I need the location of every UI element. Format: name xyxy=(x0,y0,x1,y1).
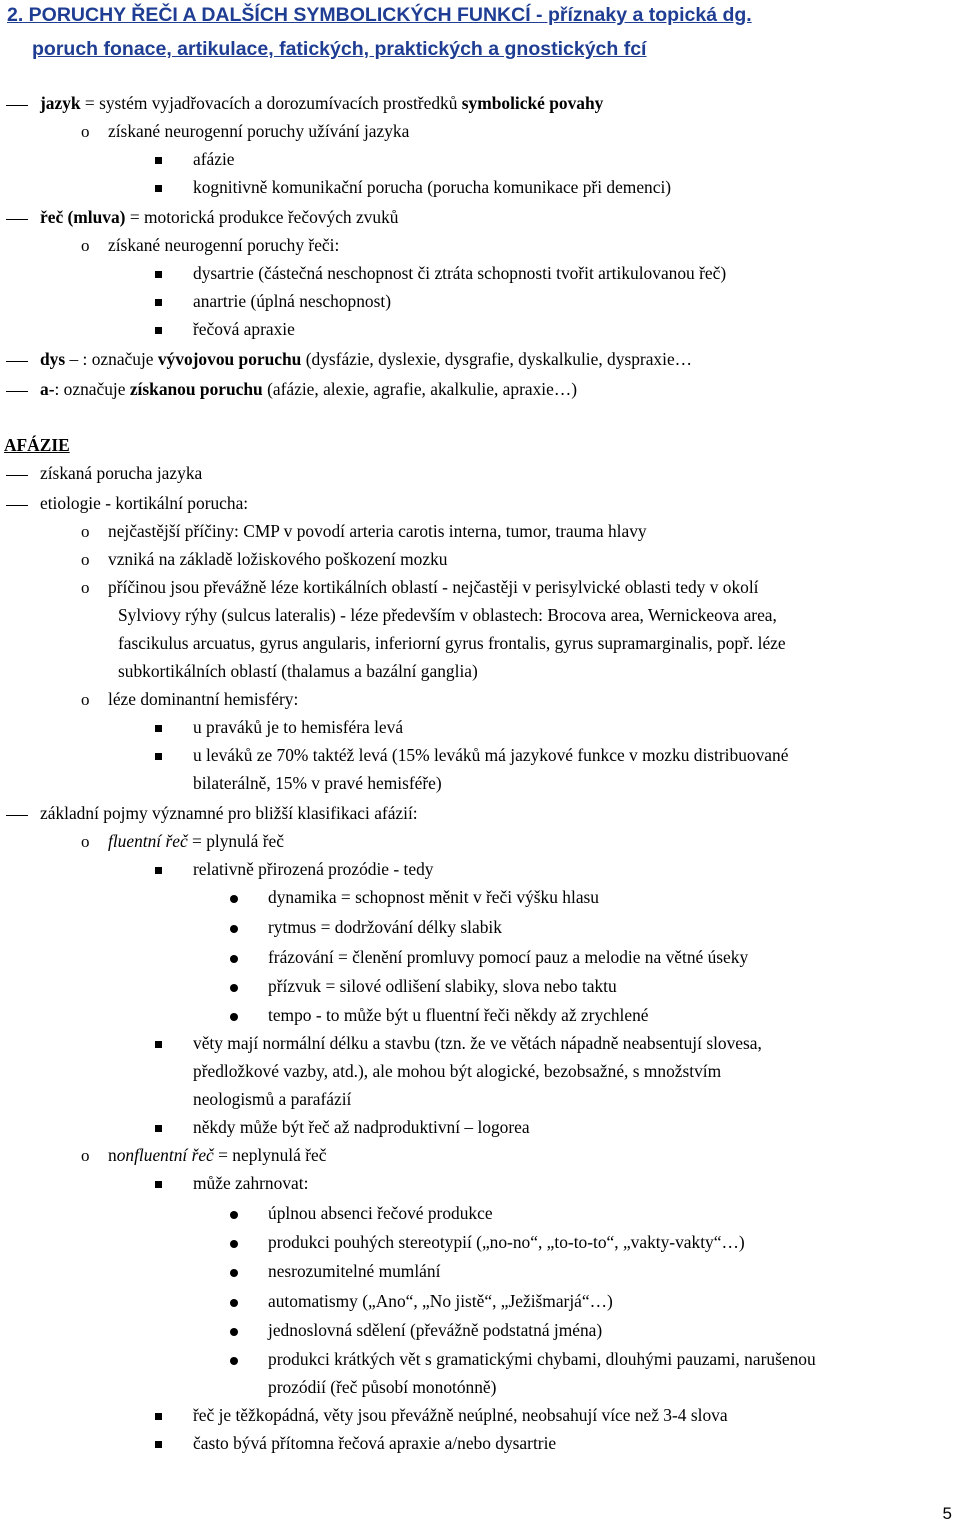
round-bullet-icon xyxy=(230,955,238,963)
dash-bullet xyxy=(6,391,28,392)
text-line xyxy=(193,151,235,168)
text-segment: přízvuk = silové odlišení slabiky, slova nebo taktu xyxy=(268,976,617,996)
text-line xyxy=(108,523,647,540)
text-segment: – : označuje xyxy=(65,349,158,369)
page-number: 5 xyxy=(942,1504,952,1523)
text-line xyxy=(193,1091,351,1108)
text-segment: nesrozumitelné mumlání xyxy=(268,1261,441,1281)
text-segment: rytmus = dodržování délky slabik xyxy=(268,917,502,937)
square-bullet-icon xyxy=(155,271,162,278)
text-segment: vývojovou poruchu xyxy=(157,349,302,369)
square-bullet-icon xyxy=(155,185,162,192)
text-segment: řečová apraxie xyxy=(193,319,295,339)
circle-bullet-icon: o xyxy=(81,1146,90,1165)
text-segment: často bývá přítomna řečová apraxie a/nebo dysartrie xyxy=(193,1433,557,1453)
text-segment: produkci pouhých stereotypií („no-no“, „to-to-to“, „vakty-vakty“…) xyxy=(268,1232,745,1252)
round-bullet-icon xyxy=(230,1357,238,1365)
text-segment: vzniká na základě ložiskového poškození mozku xyxy=(108,549,448,569)
round-bullet-icon xyxy=(230,1328,238,1336)
text-line xyxy=(108,237,339,254)
text-segment: symbolické povahy xyxy=(461,93,604,113)
text-segment: = plynulá řeč xyxy=(187,831,284,851)
text-line xyxy=(118,607,777,624)
text-segment: tempo - to může být u fluentní řeči někdy až zrychlené xyxy=(268,1005,649,1025)
text-line xyxy=(40,805,418,822)
text-segment: subkortikálních oblastí (thalamus a bazální ganglia) xyxy=(118,661,478,681)
round-bullet-icon xyxy=(230,1013,238,1021)
circle-bullet-icon: o xyxy=(81,236,90,255)
text-segment: produkci krátkých vět s gramatickými chybami, dlouhými pauzami, narušenou xyxy=(268,1349,816,1369)
text-segment: dynamika = schopnost měnit v řeči výšku hlasu xyxy=(268,887,599,907)
text-segment: kognitivně komunikační porucha (porucha komunikace při demenci) xyxy=(193,177,672,197)
square-bullet-icon xyxy=(155,157,162,164)
text-line xyxy=(193,1035,762,1052)
text-line xyxy=(108,123,409,140)
dash-bullet xyxy=(6,105,28,106)
square-bullet-icon xyxy=(155,1041,162,1048)
dash-bullet xyxy=(6,361,28,362)
text-segment: Sylviovy rýhy (sulcus lateralis) - léze především v oblastech: Brocova area, Wernickeova area, xyxy=(118,605,777,625)
round-bullet-icon xyxy=(230,895,238,903)
text-line xyxy=(108,551,448,568)
text-segment: léze dominantní hemisféry: xyxy=(108,689,299,709)
circle-bullet-icon: o xyxy=(81,690,90,709)
text-segment: dys xyxy=(40,349,66,369)
heading-line-1: 2. PORUCHY ŘEČI A DALŠÍCH SYMBOLICKÝCH FUNKCÍ - příznaky a topická dg. xyxy=(7,4,752,26)
text-segment: = motorická produkce řečových zvuků xyxy=(125,207,399,227)
text-segment: získanou poruchu xyxy=(129,379,263,399)
text-segment: může zahrnovat: xyxy=(193,1173,309,1193)
text-segment: bilaterálně, 15% v pravé hemisféře) xyxy=(193,773,442,793)
text-segment: (dysfázie, dyslexie, dysgrafie, dyskalkulie, dyspraxie… xyxy=(301,349,693,369)
text-segment: někdy může být řeč až nadproduktivní – logorea xyxy=(193,1117,530,1137)
text-line xyxy=(40,209,398,226)
text-line xyxy=(40,465,202,482)
dash-bullet xyxy=(6,505,28,506)
text-segment: prozódií (řeč působí monotónně) xyxy=(268,1377,497,1397)
dash-bullet xyxy=(6,475,28,476)
text-line xyxy=(193,293,391,310)
text-segment: onfluentní řeč xyxy=(116,1145,214,1165)
text-segment: věty mají normální délku a stavbu (tzn. že ve větách nápadně neabsentují slovesa, xyxy=(193,1033,762,1053)
text-segment: neologismů a parafázií xyxy=(193,1089,352,1109)
text-segment: úplnou absenci řečové produkce xyxy=(268,1203,493,1223)
text-line xyxy=(118,635,786,652)
text-segment: jazyk xyxy=(40,93,81,113)
text-line xyxy=(40,495,248,512)
text-line xyxy=(268,1379,496,1396)
text-line xyxy=(193,1119,530,1136)
text-segment: (afázie, alexie, agrafie, akalkulie, apraxie…) xyxy=(262,379,578,399)
section-title-text: AFÁZIE xyxy=(4,435,70,455)
text-segment: řeč (mluva) xyxy=(40,207,126,227)
square-bullet-icon xyxy=(155,1413,162,1420)
text-segment: automatismy („Ano“, „No jistě“, „Ježišmarjá“…) xyxy=(268,1291,613,1311)
square-bullet-icon xyxy=(155,299,162,306)
text-line xyxy=(268,1293,613,1310)
text-segment: předložkové vazby, atd.), ale mohou být alogické, bezobsažné, s množstvím xyxy=(193,1061,722,1081)
text-segment: jednoslovná sdělení (převážně podstatná jména) xyxy=(268,1320,603,1340)
text-line xyxy=(193,1063,721,1080)
text-segment: získaná porucha jazyka xyxy=(40,463,203,483)
dash-bullet xyxy=(6,219,28,220)
text-segment: = systém vyjadřovacích a dorozumívacích prostředků xyxy=(80,93,462,113)
circle-bullet-icon: o xyxy=(81,522,90,541)
text-line xyxy=(193,775,442,792)
round-bullet-icon xyxy=(230,984,238,992)
text-segment: u leváků ze 70% taktéž levá (15% leváků má jazykové funkce v mozku distribuované xyxy=(193,745,789,765)
heading-line-2: poruch fonace, artikulace, fatických, praktických a gnostických fcí xyxy=(32,38,647,60)
text-line xyxy=(193,861,433,878)
text-line xyxy=(193,747,788,764)
square-bullet-icon xyxy=(155,753,162,760)
text-line xyxy=(268,1351,816,1368)
text-segment: anartrie (úplná neschopnost) xyxy=(193,291,391,311)
text-line xyxy=(268,949,748,966)
text-segment: frázování = členění promluvy pomocí pauz a melodie na větné úseky xyxy=(268,947,749,967)
text-line xyxy=(268,978,617,995)
circle-bullet-icon: o xyxy=(81,832,90,851)
text-segment: etiologie - kortikální porucha: xyxy=(40,493,249,513)
square-bullet-icon xyxy=(155,327,162,334)
text-line xyxy=(193,179,671,196)
text-line xyxy=(268,919,502,936)
round-bullet-icon xyxy=(230,1299,238,1307)
square-bullet-icon xyxy=(155,867,162,874)
text-line xyxy=(268,1007,649,1024)
text-line xyxy=(268,1263,440,1280)
text-line xyxy=(108,1147,326,1164)
text-segment: fluentní řeč xyxy=(108,831,188,851)
round-bullet-icon xyxy=(230,1211,238,1219)
text-line xyxy=(268,1205,493,1222)
text-line xyxy=(108,833,284,850)
square-bullet-icon xyxy=(155,1125,162,1132)
text-line xyxy=(268,889,599,906)
text-line xyxy=(268,1322,602,1339)
text-line xyxy=(40,381,577,398)
text-segment: dysartrie (částečná neschopnost či ztráta schopnosti tvořit artikulovanou řeč) xyxy=(193,263,727,283)
text-line xyxy=(193,1407,728,1424)
text-segment: a- xyxy=(40,379,55,399)
text-segment: relativně přirozená prozódie - tedy xyxy=(193,859,434,879)
text-line xyxy=(193,1175,308,1192)
text-segment: řeč je těžkopádná, věty jsou převážně neúplné, neobsahují více než 3-4 slova xyxy=(193,1405,728,1425)
round-bullet-icon xyxy=(230,1240,238,1248)
text-line xyxy=(118,663,478,680)
text-segment: : označuje xyxy=(54,379,130,399)
text-line xyxy=(108,691,298,708)
square-bullet-icon xyxy=(155,725,162,732)
text-segment: fascikulus arcuatus, gyrus angularis, inferiorní gyrus frontalis, gyrus supramarginalis, popř. léze xyxy=(118,633,786,653)
text-line xyxy=(193,321,295,338)
text-line xyxy=(40,351,692,368)
text-line xyxy=(40,95,603,112)
text-segment: získané neurogenní poruchy užívání jazyka xyxy=(108,121,410,141)
text-line xyxy=(193,719,403,736)
round-bullet-icon xyxy=(230,1269,238,1277)
dash-bullet xyxy=(6,815,28,816)
text-segment: = neplynulá řeč xyxy=(213,1145,327,1165)
square-bullet-icon xyxy=(155,1181,162,1188)
square-bullet-icon xyxy=(155,1441,162,1448)
text-line xyxy=(193,265,726,282)
circle-bullet-icon: o xyxy=(81,578,90,597)
section-title xyxy=(4,437,70,454)
text-segment: n xyxy=(108,1145,117,1165)
text-segment: příčinou jsou převážně léze kortikálních oblastí - nejčastěji v perisylvické oblasti tedy v okolí xyxy=(108,577,759,597)
circle-bullet-icon: o xyxy=(81,550,90,569)
text-segment: získané neurogenní poruchy řeči: xyxy=(108,235,340,255)
circle-bullet-icon: o xyxy=(81,122,90,141)
round-bullet-icon xyxy=(230,925,238,933)
text-segment: afázie xyxy=(193,149,235,169)
text-line xyxy=(268,1234,745,1251)
text-segment: u praváků je to hemisféra levá xyxy=(193,717,404,737)
text-line xyxy=(193,1435,556,1452)
text-segment: nejčastější příčiny: CMP v povodí arteria carotis interna, tumor, trauma hlavy xyxy=(108,521,647,541)
text-segment: základní pojmy významné pro bližší klasifikaci afázií: xyxy=(40,803,418,823)
text-line xyxy=(108,579,759,596)
